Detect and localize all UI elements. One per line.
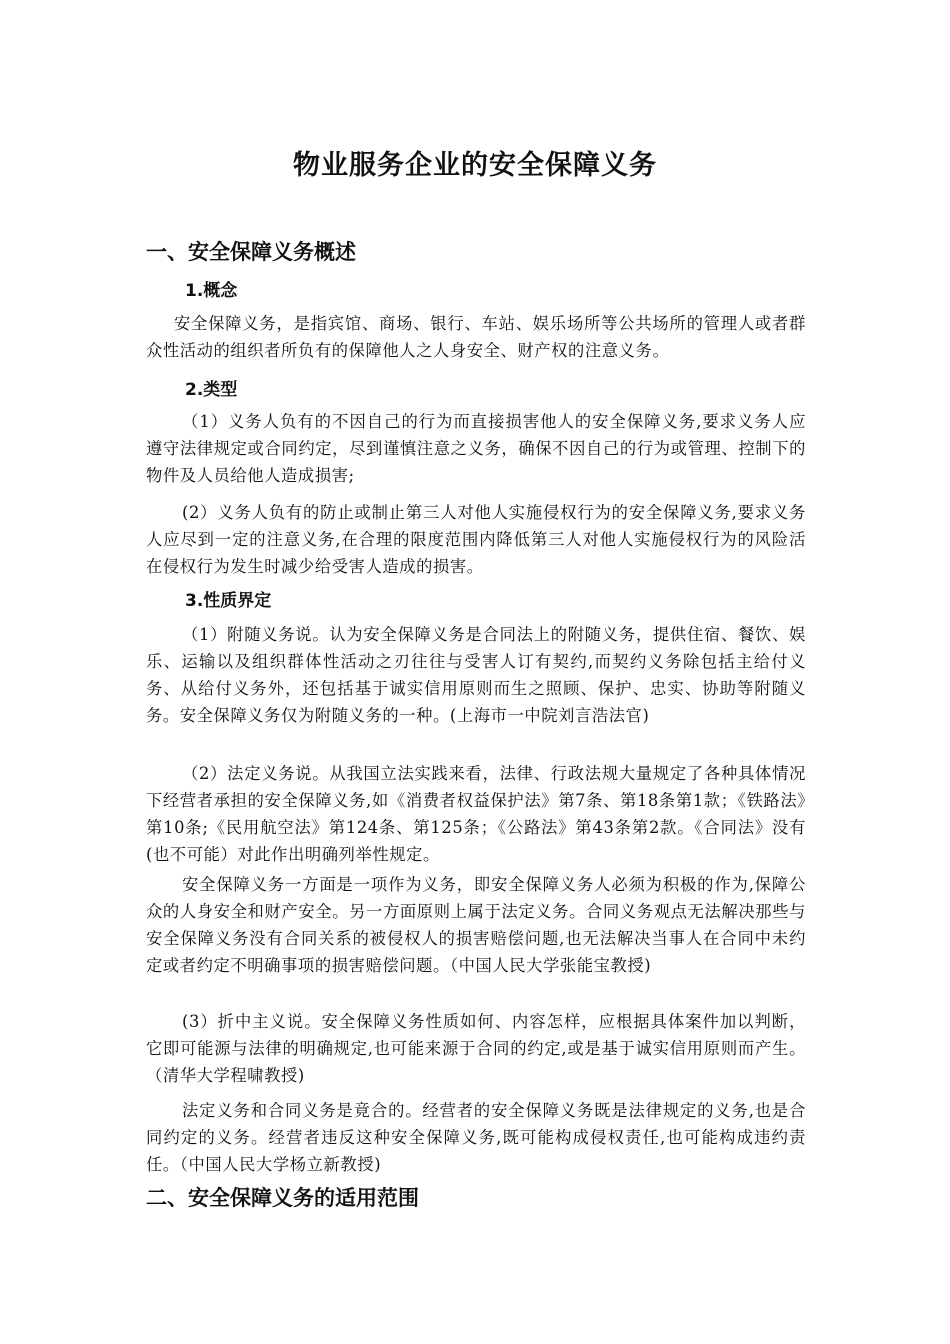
document-title: 物业服务企业的安全保障义务 [293, 150, 657, 181]
subheading-concept: 1.概念 [185, 281, 238, 301]
paragraph-type-2: (2）义务人负有的防止或制止第三人对他人实施侵权行为的安全保障义务,要求义务人应尽到一定的注意义务,在合理的限度范围内降低第三人对他人实施侵权行为的风险活在侵权行为发生时减少给受害人造成的损害。 [146, 503, 806, 576]
paragraph-nature-3: 安全保障义务一方面是一项作为义务，即安全保障义务人必须为积极的作为,保障公众的人身安全和财产安全。另一方面原则上属于法定义务。合同义务观点无法解决那些与安全保障义务没有合同关系的被侵权人的损害赔偿问题,也无法解决当事人在合同中未约定或者约定不明确事项的损害赔偿问题。（中国人民大学张能宝教授) [146, 875, 806, 975]
section-heading-scope: 二、安全保障义务的适用范围 [146, 1186, 419, 1210]
subheading-nature: 3.性质界定 [185, 591, 272, 611]
section-heading-overview: 一、安全保障义务概述 [146, 240, 356, 264]
paragraph-nature-4: (3）折中主义说。安全保障义务性质如何、内容怎样，应根据具体案件加以判断，它即可能源与法律的明确规定,也可能来源于合同的约定,或是基于诚实信用原则而产生。（清华大学程啸教授) [146, 1012, 806, 1085]
paragraph-nature-1: （1）附随义务说。认为安全保障义务是合同法上的附随义务，提供住宿、餐饮、娱乐、运输以及组织群体性活动之刃往往与受害人订有契约,而契约义务除包括主给付义务、从给付义务外，还包括基于诚实信用原则而生之照顾、保护、忠实、协助等附随义务。安全保障义务仅为附随义务的一种。(上海市一中院刘言浩法官) [146, 625, 806, 725]
paragraph-nature-2: （2）法定义务说。从我国立法实践来看，法律、行政法规大量规定了各种具体情况下经营者承担的安全保障义务,如《消费者权益保护法》第7条、第18条第1款；《铁路法》第10条;《民用航空法》第124条、第125条；《公路法》第43条第2款。《合同法》没有(也不可能）对此作出明确列举性规定。 [146, 764, 806, 864]
paragraph-type-1: （1）义务人负有的不因自己的行为而直接损害他人的安全保障义务,要求义务人应遵守法律规定或合同约定，尽到谨慎注意之义务，确保不因自己的行为或管理、控制下的物件及人员给他人造成损害; [146, 412, 806, 485]
paragraph-nature-5: 法定义务和合同义务是竟合的。经营者的安全保障义务既是法律规定的义务,也是合同约定的义务。经营者违反这种安全保障义务,既可能构成侵权责任,也可能构成违约责任。（中国人民大学杨立新教授) [146, 1101, 806, 1174]
subheading-types: 2.类型 [185, 380, 238, 400]
paragraph-concept: 安全保障义务，是指宾馆、商场、银行、车站、娱乐场所等公共场所的管理人或者群众性活动的组织者所负有的保障他人之人身安全、财产权的注意义务。 [146, 314, 806, 360]
